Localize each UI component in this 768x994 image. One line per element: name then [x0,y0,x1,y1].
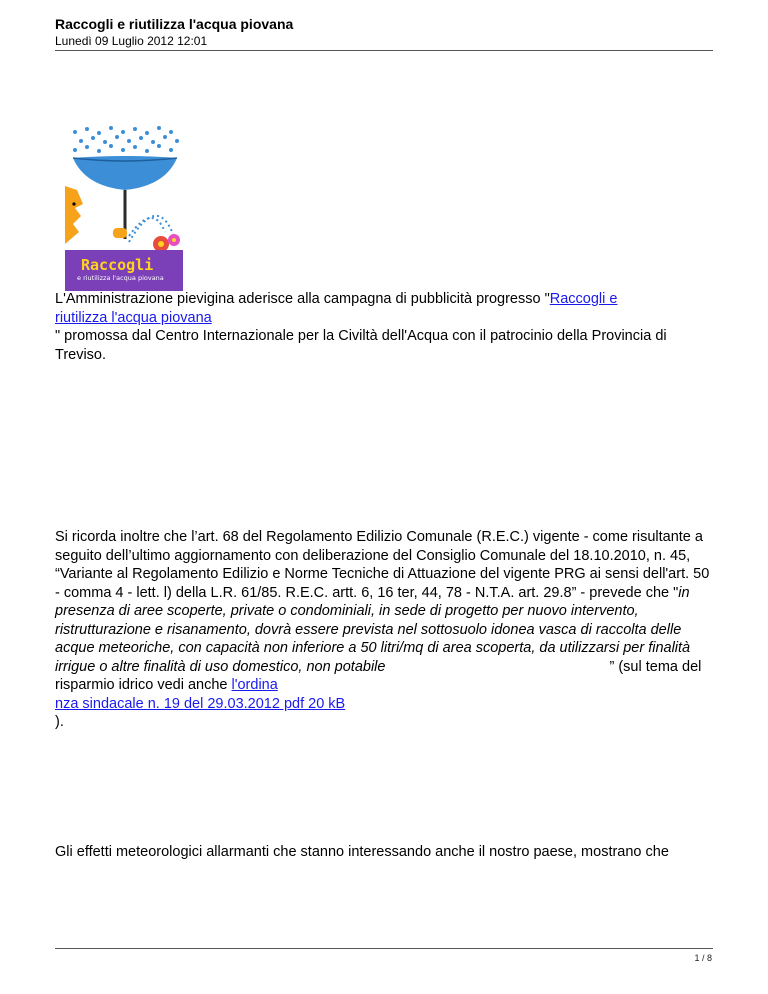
campaign-link[interactable]: Raccogli e [549,291,618,307]
page-header [55,16,713,49]
paragraph-campaign [55,290,715,364]
paragraph-regulation-after-quote: ” (sul tema del risparmio idrico vedi anche [55,658,702,693]
page-number: 1 / 8 [694,953,712,963]
paragraph-campaign-tail: " promossa dal Centro Internazionale per la Civiltà dell'Acqua con il patrocinio della Provincia di Treviso. [55,328,667,363]
paragraph-weather: Gli effetti meteorologici allarmanti che stanno interessando anche il nostro paese, mostrano che [55,844,669,860]
footer-divider [55,948,713,949]
page-title: Raccogli e riutilizza l'acqua piovana [55,16,294,32]
poster-subline: e riutilizza l'acqua piovana [77,274,164,282]
poster-headline: Raccogli [81,256,154,274]
paragraph-regulation-lead: Si ricorda inoltre che l’art. 68 del Regolamento Edilizio Comunale (R.E.C.) vigente - come risultante a seguito dell’ultimo aggiornamento con deliberazione del Consiglio Comunale del 18.10.2010, n. 45, “Variante al Regolamento Edilizio e Norme Tecniche di Attuazione del vigente PRG ai sensi dell'art. 50 - comma 4 - lett. l) della L.R. 61/85. R.E.C. artt. 6, 16 ter, 44, 78 - N.T.A. art. 29.8” - prevede che " [55,529,710,601]
campaign-poster-image [65,124,183,291]
paragraph-campaign-lead: L'Amministrazione pievigina aderisce alla campagna di pubblicità progresso " [55,291,550,307]
page-date: Lunedì 09 Luglio 2012 12:01 [55,34,208,48]
ordinance-link[interactable]: l'ordina [231,677,278,693]
ordinance-link-continued[interactable]: nza sindacale n. 19 del 29.03.2012 pdf 20 kB [55,695,346,712]
regulation-quote: in presenza di aree scoperte, private o condominiali, in sede di progetto per nuovo intervento, ristrutturazione e risanamento, dovrà essere prevista nel sottosuolo idonea vasca di raccolta delle acque meteoriche, con capacità non inferiore a 50 litri/mq di area scoperta, da utilizzarsi per finalità irrigue o altre finalità di uso domestico, non potabile [55,584,691,675]
campaign-link-continued[interactable]: riutilizza l'acqua piovana [55,309,212,326]
paragraph-regulation [55,528,715,732]
header-divider [55,50,713,51]
paragraph-regulation-closing: ). [55,714,64,730]
